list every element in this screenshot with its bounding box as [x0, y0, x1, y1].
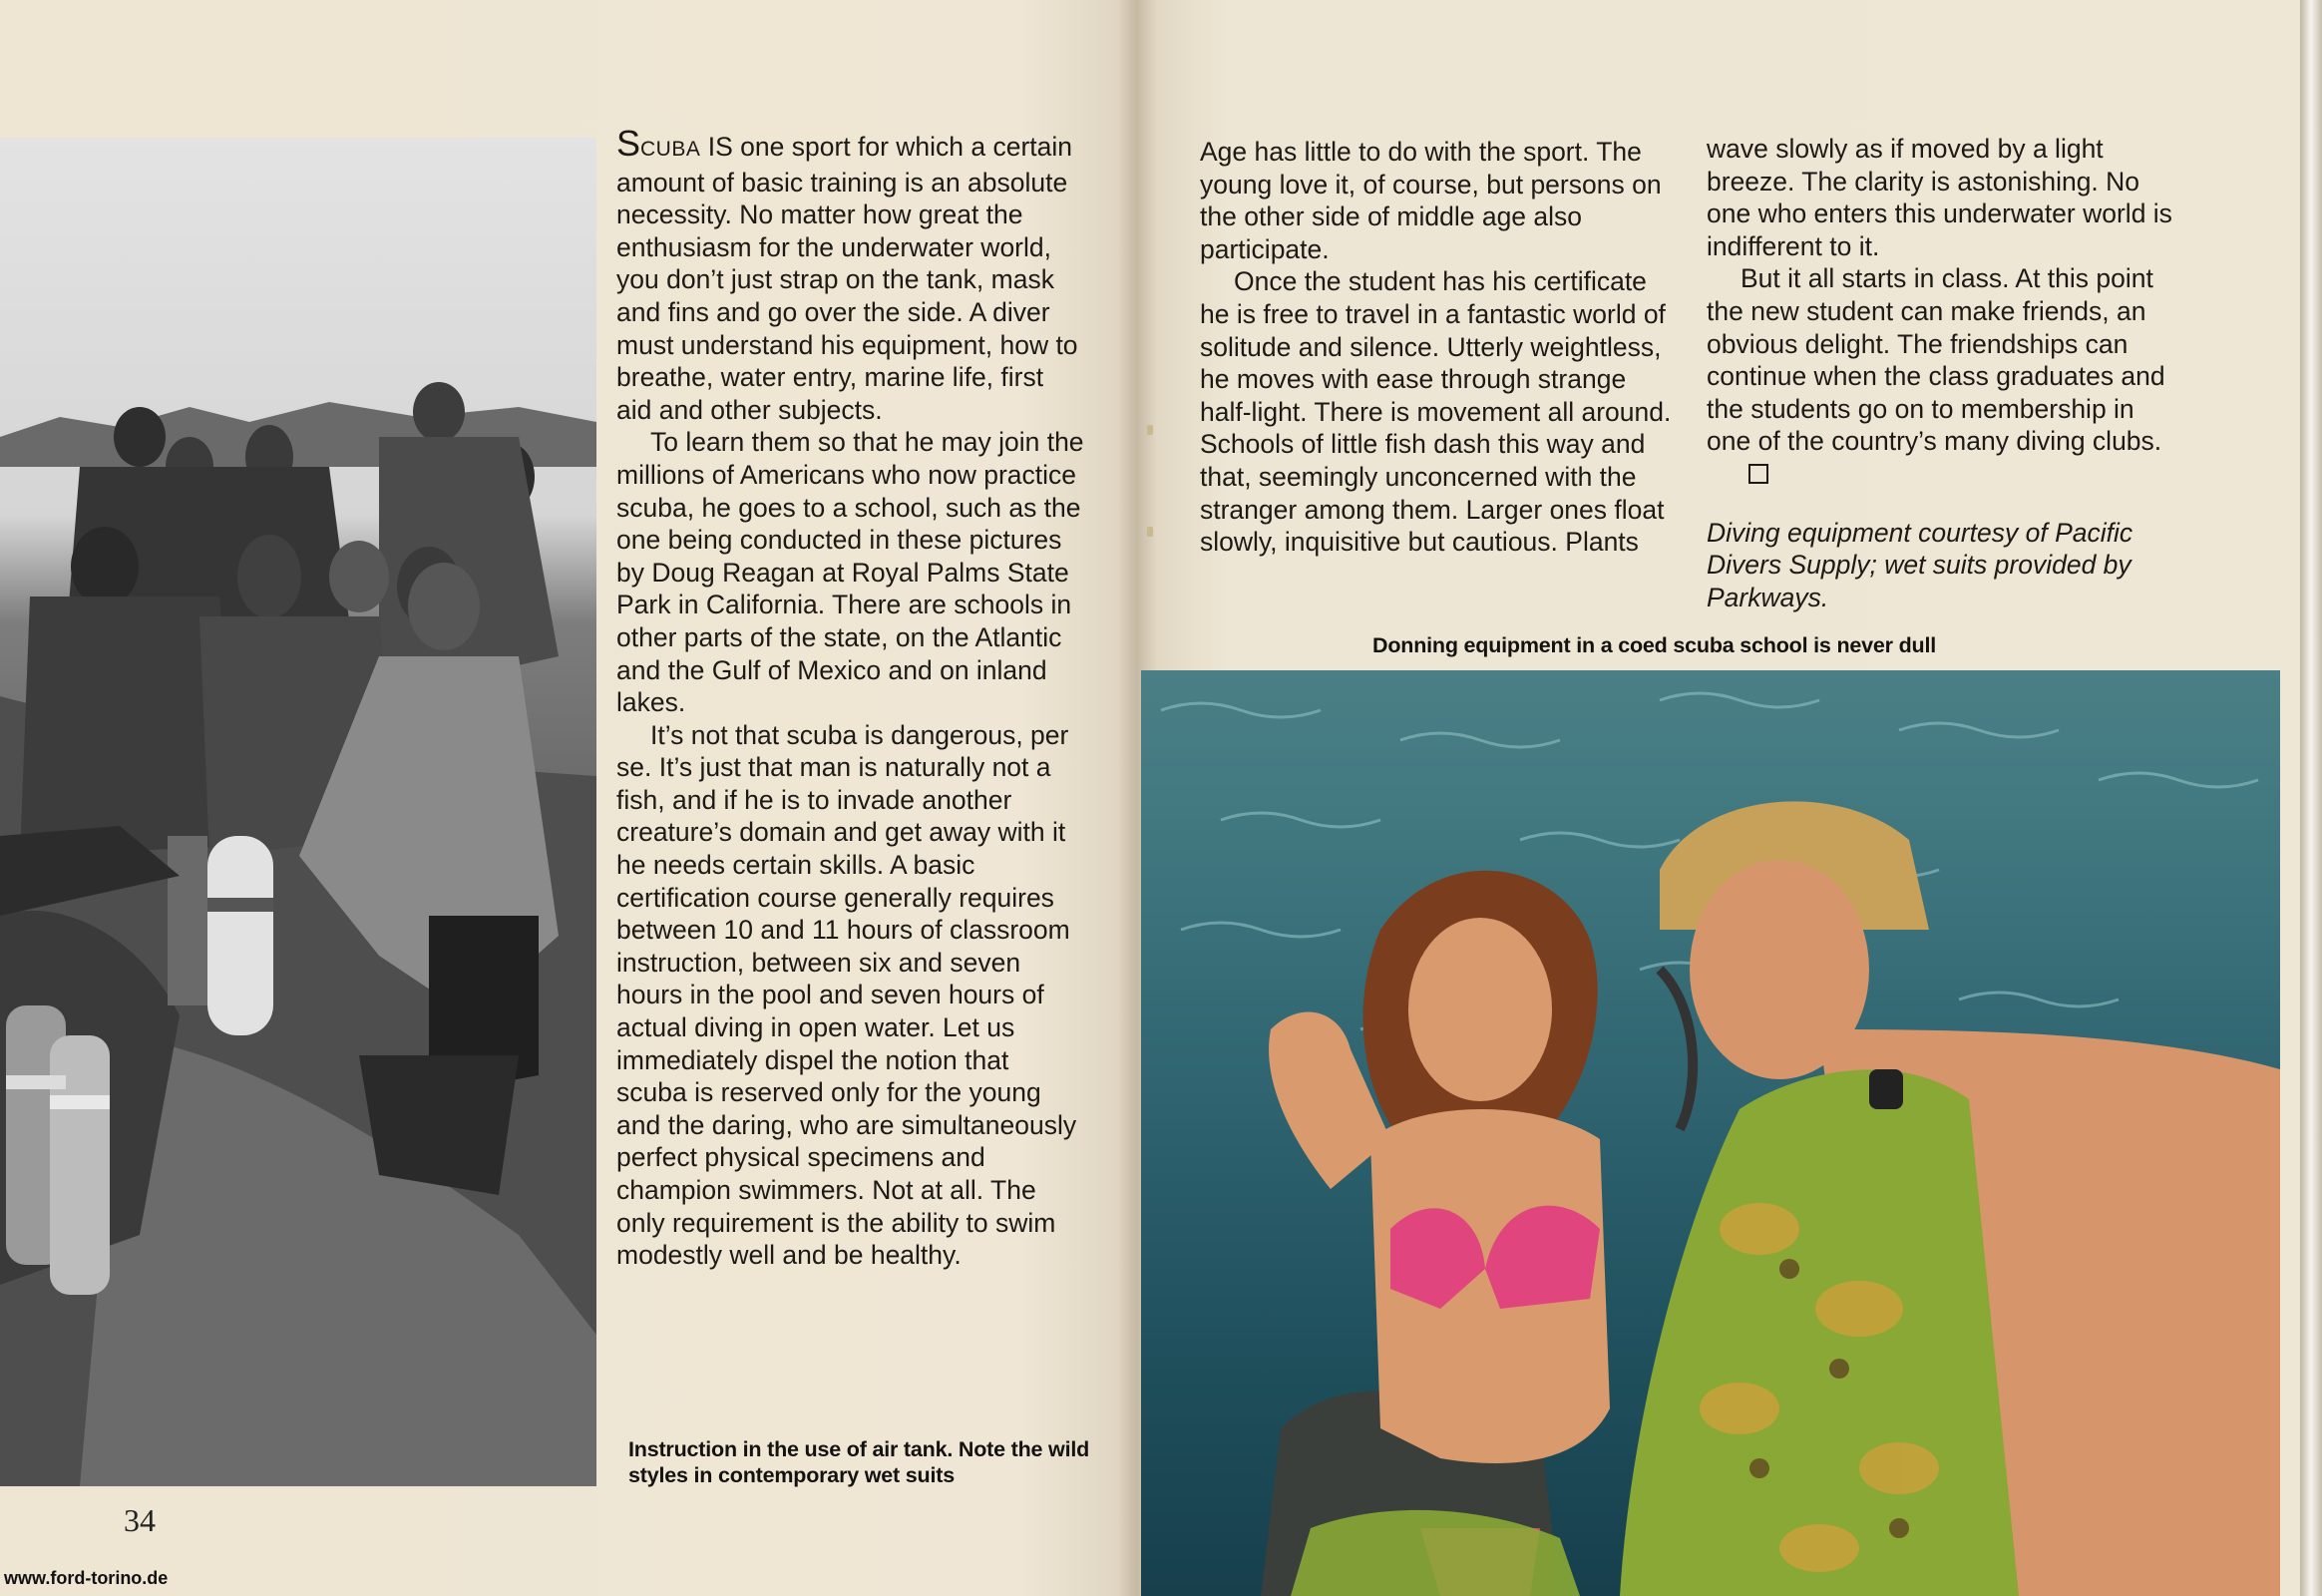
- drop-letter: S: [616, 123, 641, 164]
- paragraph-text: IS one sport for which a certain amount of basic training is an absolute necessity. No matter how great the enthusiasm for the underwater world, you don’t just strap on the tank, mask and fins and go over the side. A diver must understand his equipment, how to breathe, water entry, marine life, first aid and other subjects.: [616, 132, 1078, 425]
- paragraph: Age has little to do with the sport. The young love it, of course, but persons on the other side of middle age also participate.: [1200, 137, 1662, 264]
- page-number: 34: [124, 1502, 156, 1538]
- photo-credit: Diving equipment courtesy of Pacific Divers Supply; wet suits provided by Parkways.: [1707, 517, 2133, 612]
- color-photo-illustration: [1141, 670, 2280, 1596]
- page-edge: [2300, 0, 2322, 1596]
- smallcaps-lead: CUBA: [640, 138, 701, 161]
- paragraph: It’s not that scuba is dangerous, per se. It’s just that man is naturally not a fish, and if he is to invade another creature’s domain and get away with it he needs certain skills. A basic certification course generally requires between 10 and 11 hours of classroom instruction, between six and seven hours in the pool and seven hours of actual diving in open water. Let us immediately dispel the notion that scuba is reserved only for the young and the daring, who are simultaneously perfect physical specimens and champion swimmers. Not at all. The only requirement is the ability to swim modestly well and be healthy.: [616, 719, 1077, 1271]
- paragraph: [616, 123, 1085, 426]
- bw-photo-illustration: [0, 138, 596, 1486]
- bw-photo-scuba-class: [0, 138, 596, 1486]
- gutter-speck: [1147, 425, 1153, 435]
- color-photo-coed-scuba: [1141, 670, 2280, 1596]
- article-column-right-2: [1707, 133, 2185, 613]
- article-column-left: [616, 123, 1085, 1272]
- gutter-speck: [1147, 527, 1153, 537]
- paragraph: [1707, 262, 2185, 490]
- photo-caption-left: Instruction in the use of air tank. Note the wild styles in contemporary wet suits: [628, 1437, 1090, 1487]
- paragraph-text: But it all starts in class. At this point the new student can make friends, an obvious delight. The friendships can continue when the class graduates and the students go on to membership in one of the country’s many diving clubs.: [1707, 263, 2165, 457]
- end-mark-icon: [1748, 464, 1768, 484]
- photo-caption-right: Donning equipment in a coed scuba school is never dull: [1372, 633, 1937, 657]
- article-column-right-1: [1200, 136, 1679, 559]
- watermark: www.ford-torino.de: [4, 1568, 169, 1588]
- paragraph: To learn them so that he may join the millions of Americans who now practice scuba, he goes to a school, such as the one being conducted in these pictures by Doug Reagan at Royal Palms State Park in California. There are schools in other parts of the state, on the Atlantic and the Gulf of Mexico and on inland lakes.: [616, 427, 1084, 718]
- paragraph: wave slowly as if moved by a light breeze. The clarity is astonishing. No one who enters this underwater world is indifferent to it.: [1707, 134, 2172, 261]
- paragraph: Once the student has his certificate he is free to travel in a fantastic world of solitude and silence. Utterly weightless, he moves with ease through strange half-light. There is movement all around. Schools of little fish dash this way and that, seemingly unconcerned with the stranger among them. Larger ones float slowly, inquisitive but cautious. Plants: [1200, 266, 1672, 558]
